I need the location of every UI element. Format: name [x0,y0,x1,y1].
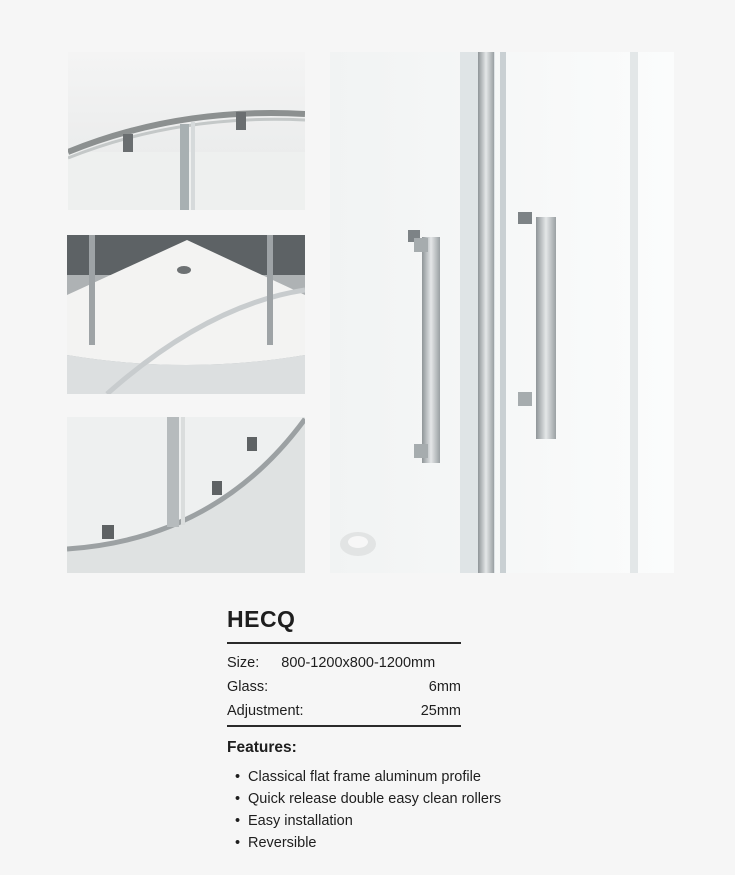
bullet-icon: • [235,835,241,851]
list-item [235,766,567,788]
spec-label: Size: [227,655,260,671]
bullet-icon: • [235,791,241,807]
product-info [227,604,461,727]
bullet-icon: • [235,769,241,785]
feature-text: Easy installation [248,813,353,829]
spec-label: Adjustment: [227,703,304,719]
features-section [227,738,567,854]
list-item [235,810,567,832]
spec-row-adjustment [227,699,461,723]
photo-shower-tray [67,235,305,394]
feature-text: Classical flat frame aluminum profile [248,769,481,785]
divider-top [227,642,461,644]
spec-value: 6mm [428,679,461,695]
spec-row-size [227,651,461,675]
feature-text: Quick release double easy clean rollers [248,791,502,807]
features-heading: Features: [227,739,297,756]
feature-text: Reversible [248,835,317,851]
product-title: HECQ [227,606,296,632]
photo-bottom-rollers [67,417,305,573]
spec-value: 25mm [420,703,461,719]
spec-value: 800-1200x800-1200mm [281,655,436,671]
photo-door-handles [330,52,674,573]
spec-label: Glass: [227,679,269,695]
spec-row-glass [227,675,461,699]
photo-top-rail-rollers [68,52,305,210]
list-item [235,788,567,810]
divider-bottom [227,725,461,727]
bullet-icon: • [235,813,241,829]
spec-table [227,651,461,723]
list-item [235,832,567,854]
features-list [227,766,567,854]
